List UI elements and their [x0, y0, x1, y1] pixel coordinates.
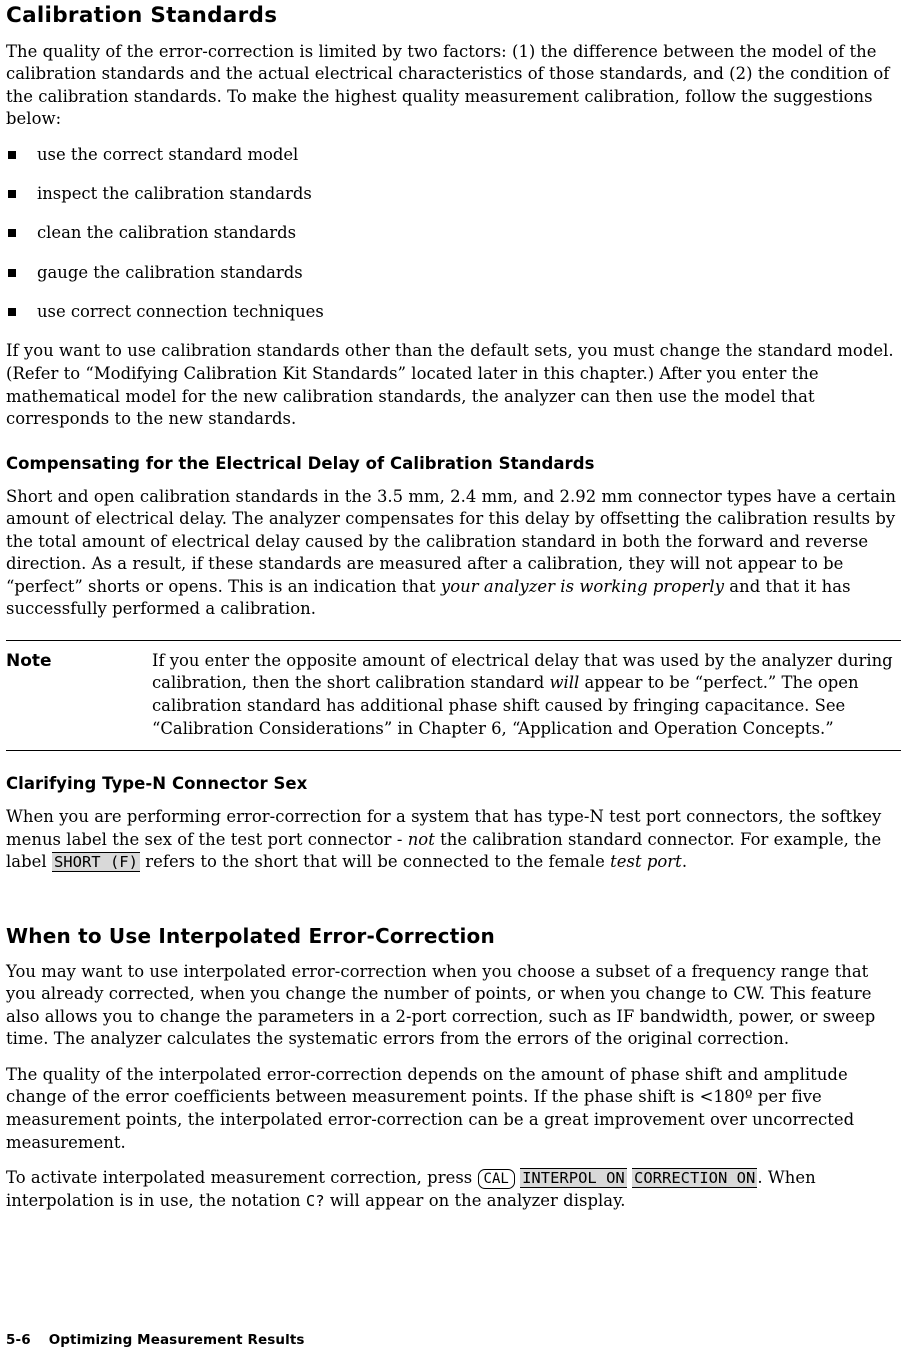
suggestions-list: [6, 144, 901, 323]
note-body: [152, 650, 901, 740]
typen-text-a: When you are performing error-correction for a system that has type-N test port connectors, the softkey menus label the sex of the test port connector -: [6, 807, 882, 849]
page-title: Calibration Standards: [6, 3, 278, 28]
typen-italic-not: not: [407, 829, 435, 849]
note-text-a: If you enter the opposite amount of electrical delay that was used by the analyzer during calibration, then the short calibration standard: [152, 650, 893, 693]
footer-chapter-title: Optimizing Measurement Results: [48, 1332, 305, 1348]
list-item: use correct connection techniques: [6, 301, 901, 322]
footer-page-number: 5-6: [6, 1332, 31, 1348]
softkey-interpol-on: INTERPOL ON: [522, 1169, 625, 1188]
electrical-delay-heading: Compensating for the Electrical Delay of Calibration Standards: [6, 453, 595, 473]
delay-text-b: and that it has successfully performed a calibration.: [6, 576, 851, 619]
intro-paragraph: The quality of the error-correction is limited by two factors: (1) the difference between the model of the calibration standards and the actual electrical characteristics of those standards, and (2) the condition of the calibration standards. To make the highest quality measurement calibration, follow the suggestions below:: [6, 41, 890, 129]
standard-model-paragraph: If you want to use calibration standards other than the default sets, you must change the standard model. (Refer to “Modifying Calibration Kit Standards” located later in this chapter.) After you enter the mathematical model for the new calibration standards, the analyzer can then use the model that corresponds to the new standards.: [6, 341, 894, 429]
delay-text-italic: your analyzer is working properly: [440, 576, 725, 596]
typen-text-c: refers to the short that will be connected to the female: [139, 852, 611, 872]
softkey-correction-on: CORRECTION ON: [634, 1169, 756, 1188]
note-text-b: appear to be “perfect.” The open calibration standard has additional phase shift caused by fringing capacitance. See “Calibration Considerations” in Chapter 6, “Application and Operation Concepts.”: [152, 673, 859, 738]
typen-italic-testport: test port: [610, 852, 682, 872]
notation-c-question: C?: [305, 1191, 325, 1210]
softkey-short-f: SHORT (F): [53, 853, 138, 872]
interpolated-paragraph-2: The quality of the interpolated error-correction depends on the amount of phase shift and amplitude change of the error coefficients between measurement points. If the phase shift is <180º per five measurement points, the interpolated error-correction can be a great improvement over uncorrected measurement.: [6, 1064, 855, 1152]
spacer: [6, 887, 901, 893]
hardkey-cal: CAL: [478, 1169, 515, 1189]
type-n-paragraph: [6, 806, 901, 874]
interp-text-c: will appear on the analyzer display.: [324, 1190, 626, 1210]
typen-text-b: the calibration standard connector. For example, the label: [6, 829, 882, 872]
type-n-heading: Clarifying Type-N Connector Sex: [6, 774, 308, 794]
typen-text-d: .: [681, 852, 688, 872]
interp-text-a: To activate interpolated measurement correction, press: [6, 1168, 478, 1188]
interpolated-paragraph-1: You may want to use interpolated error-correction when you choose a subset of a frequency range that you already corrected, when you change the number of points, or when you change to CW. This feature also allows you to change the parameters in a 2-port correction, such as IF bandwidth, power, or sweep time. The analyzer calculates the systematic errors from the errors of the original correction.: [6, 961, 876, 1049]
list-item: clean the calibration standards: [6, 222, 901, 243]
interp-text-b: . When interpolation is in use, the notation: [6, 1168, 816, 1210]
interpolated-heading: When to Use Interpolated Error-Correction: [6, 923, 495, 948]
electrical-delay-paragraph: [6, 486, 901, 621]
note-block: [6, 640, 901, 751]
interpolated-paragraph-3: [6, 1167, 901, 1212]
page-footer: [6, 1332, 305, 1348]
note-paragraph: [152, 650, 901, 740]
list-item: inspect the calibration standards: [6, 183, 901, 204]
note-label: Note: [6, 650, 52, 671]
list-item: gauge the calibration standards: [6, 262, 901, 283]
list-item: use the correct standard model: [6, 144, 901, 165]
delay-text-a: Short and open calibration standards in the 3.5 mm, 2.4 mm, and 2.92 mm connector types have a certain amount of electrical delay. The analyzer compensates for this delay by offsetting the calibration results by the total amount of electrical delay caused by the calibration standard in both the forward and reverse direction. As a result, if these standards are measured after a calibration, they will not appear to be “perfect” shorts or opens. This is an indication that: [6, 486, 896, 596]
note-text-italic: will: [549, 673, 580, 693]
